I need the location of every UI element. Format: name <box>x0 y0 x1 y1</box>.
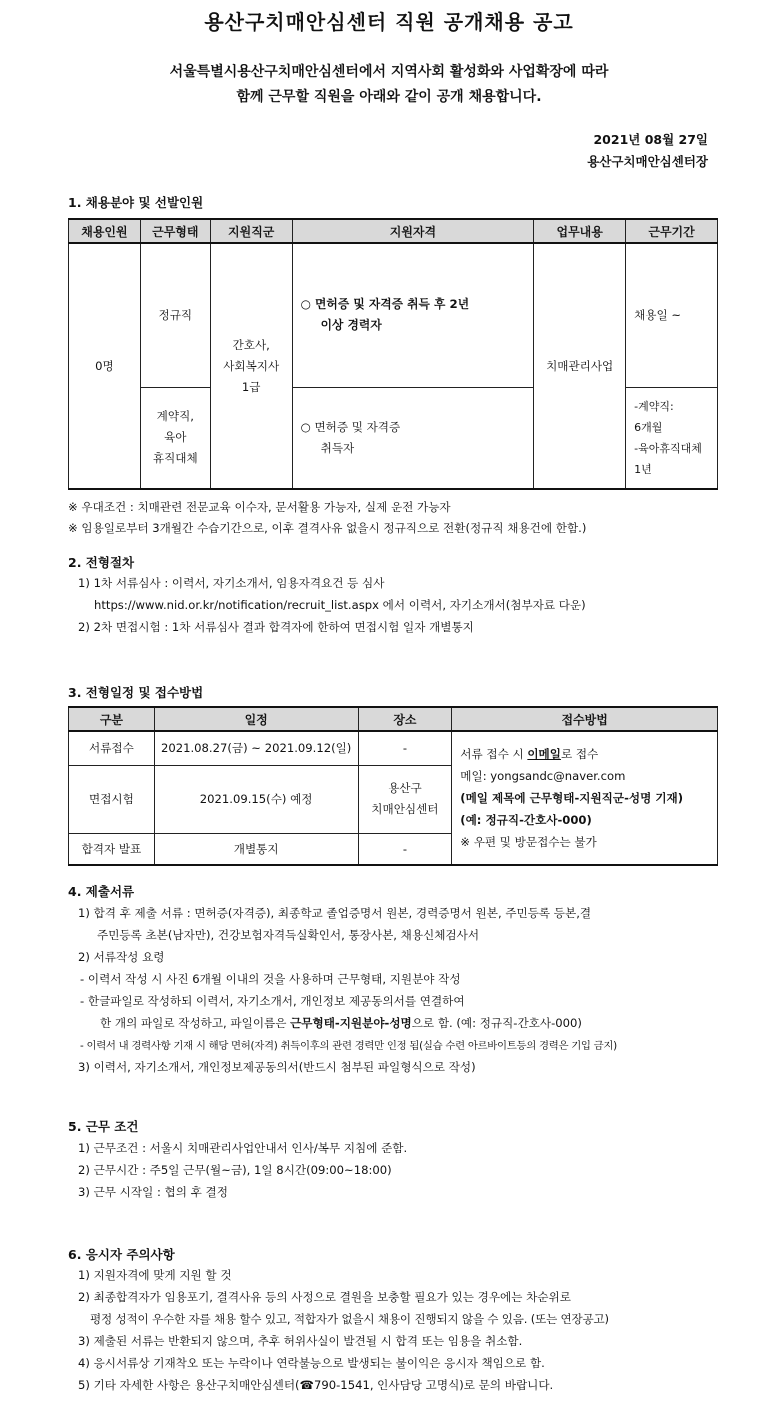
type-contract-line-2: 육아 <box>164 430 187 445</box>
note-preferred: ※ 우대조건 : 치매관련 전문교육 이수자, 문서활용 가능자, 실제 운전 가능자 <box>68 500 451 514</box>
s6-line-4: 3) 제출된 서류는 반환되지 않으며, 추후 허위사실이 발견될 시 합격 또는 임용을 취소함. <box>78 1334 523 1348</box>
qualification-contract <box>292 387 534 489</box>
application-method <box>452 731 718 865</box>
s4-line-6 <box>100 1015 582 1031</box>
s5-line-3: 3) 근무 시작일 : 협의 후 결정 <box>78 1185 228 1199</box>
row-schedule-documents: 2021.08.27(금) ~ 2021.09.12(일) <box>154 731 358 765</box>
job-group <box>210 243 292 489</box>
col-header-type: 근무형태 <box>140 219 210 243</box>
row-label-documents: 서류접수 <box>69 731 155 765</box>
schedule-table <box>68 706 718 866</box>
col-header-job: 지원직군 <box>210 219 292 243</box>
row-schedule-interview: 2021.09.15(수) 예정 <box>154 765 358 833</box>
s5-line-1: 1) 근무조건 : 서울시 치매관리사업안내서 인사/복무 지침에 준함. <box>78 1141 408 1155</box>
intro-line-2: 함께 근무할 직원을 아래와 같이 공개 채용합니다. <box>236 89 542 105</box>
section-3-heading: 3. 전형일정 및 접수방법 <box>68 685 204 700</box>
s6-line-6: 5) 기타 자세한 사항은 용산구치매안심센터(☎790-1541, 인사담당 고명식)로 문의 바랍니다. <box>78 1378 554 1392</box>
place-line-2: 치매안심센터 <box>371 802 439 816</box>
type-regular: 정규직 <box>140 243 210 387</box>
s4-line-6-em: 근무형태-지원분야-성명 <box>290 1016 412 1030</box>
duty: 치매관리사업 <box>534 243 626 489</box>
note-probation: ※ 임용일로부터 3개월간 수습기간으로, 이후 결격사유 없을시 정규직으로 전환(정규직 채용건에 한함.) <box>68 521 587 535</box>
row-label-interview: 면접시험 <box>69 765 155 833</box>
s2-line-2: https://www.nid.or.kr/notification/recruit_list.aspx 에서 이력서, 자기소개서(첨부자료 다운) <box>94 598 586 612</box>
col-header-category: 구분 <box>69 707 155 731</box>
method-line-1 <box>460 743 716 765</box>
row-place-result: - <box>358 833 452 865</box>
col-header-qualification: 지원자격 <box>292 219 534 243</box>
job-line-3: 1급 <box>241 379 261 394</box>
section-2-heading: 2. 전형절차 <box>68 555 135 570</box>
recruitment-table <box>68 218 718 490</box>
col-header-method: 접수방법 <box>452 707 718 731</box>
s4-line-3: 2) 서류작성 요령 <box>78 950 165 964</box>
method-line-4: (예: 정규직-간호사-000) <box>460 813 592 827</box>
method-line-2: 메일: yongsandc@naver.com <box>460 769 626 783</box>
qual-regular-line-2: 이상 경력자 <box>320 318 382 333</box>
period-regular: 채용일 ~ <box>626 243 718 387</box>
period-contract-line-4: 1년 <box>634 462 652 476</box>
qualification-regular <box>292 243 534 387</box>
hire-count: 0명 <box>69 243 141 489</box>
s4-line-7: - 이력서 내 경력사항 기재 시 해당 면허(자격) 취득이후의 관련 경력만 인정 됨(실습 수련 아르바이트등의 경력은 기입 금지) <box>80 1040 617 1052</box>
row-place-interview <box>358 765 452 833</box>
job-line-1: 간호사, <box>232 337 270 352</box>
section-1-heading: 1. 채용분야 및 선발인원 <box>68 195 204 210</box>
type-contract-line-3: 휴직대체 <box>152 451 198 466</box>
col-header-period: 근무기간 <box>626 219 718 243</box>
method-line-5: ※ 우편 및 방문접수는 불가 <box>460 835 597 849</box>
period-contract <box>626 387 718 489</box>
place-line-1: 용산구 <box>388 781 422 795</box>
method-line-1-em: 이메일 <box>527 747 561 761</box>
col-header-count: 채용인원 <box>69 219 141 243</box>
type-contract <box>140 387 210 489</box>
page-title: 용산구치매안심센터 직원 공개채용 공고 <box>204 10 574 34</box>
issuer: 용산구치매안심센터장 <box>587 154 708 169</box>
col-header-schedule: 일정 <box>154 707 358 731</box>
col-header-place: 장소 <box>358 707 452 731</box>
qual-regular-line-1: ○ 면허증 및 자격증 취득 후 2년 <box>300 297 470 312</box>
s4-line-2: 주민등록 초본(남자만), 건강보험자격득실확인서, 통장사본, 채용신체검사서 <box>97 928 480 942</box>
s6-line-3: 평정 성적이 우수한 자를 채용 할수 있고, 적합자가 없을시 채용이 진행되지 않을 수 있음. (또는 연장공고) <box>90 1312 609 1326</box>
period-contract-line-2: 6개월 <box>634 420 663 434</box>
period-contract-line-1: -계약직: <box>634 399 674 413</box>
s4-line-4: - 이력서 작성 시 사진 6개월 이내의 것을 사용하며 근무형태, 지원분야 작성 <box>80 972 461 986</box>
qual-contract-line-1: ○ 면허증 및 자격증 <box>300 419 401 434</box>
intro-line-1: 서울특별시용산구치매안심센터에서 지역사회 활성화와 사업확장에 따라 <box>169 64 609 80</box>
s6-line-5: 4) 응시서류상 기재착오 또는 누락이나 연락불능으로 발생되는 불이익은 응시자 책임으로 함. <box>78 1356 545 1370</box>
col-header-duty: 업무내용 <box>534 219 626 243</box>
row-schedule-result: 개별통지 <box>154 833 358 865</box>
s5-line-2: 2) 근무시간 : 주5일 근무(월~금), 1일 8시간(09:00~18:00) <box>78 1163 392 1177</box>
job-line-2: 사회복지사 <box>223 358 280 373</box>
s4-line-5: - 한글파일로 작성하되 이력서, 자기소개서, 개인정보 제공동의서를 연결하여 <box>80 994 465 1008</box>
qual-contract-line-2: 취득자 <box>320 440 355 455</box>
s6-line-2: 2) 최종합격자가 임용포기, 결격사유 등의 사정으로 결원을 보충할 필요가 있는 경우에는 차순위로 <box>78 1290 571 1304</box>
period-contract-line-3: -육아휴직대체 <box>634 441 702 455</box>
method-line-3: (메일 제목에 근무형태-지원직군-성명 기재) <box>460 791 684 805</box>
section-4-heading: 4. 제출서류 <box>68 884 135 899</box>
type-contract-line-1: 계약직, <box>156 409 194 424</box>
s2-line-1: 1) 1차 서류심사 : 이력서, 자기소개서, 임용자격요건 등 심사 <box>78 576 385 590</box>
method-line-1-pre: 서류 접수 시 <box>460 747 528 761</box>
s4-line-8: 3) 이력서, 자기소개서, 개인정보제공동의서(반드시 첨부된 파일형식으로 작성) <box>78 1060 476 1074</box>
row-place-documents: - <box>358 731 452 765</box>
s4-line-6-post: 으로 함. (예: 정규직-간호사-000) <box>411 1016 582 1030</box>
s4-line-6-pre: 한 개의 파일로 작성하고, 파일이름은 <box>100 1016 291 1030</box>
s2-line-3: 2) 2차 면접시험 : 1차 서류심사 결과 합격자에 한하여 면접시험 일자 개별통지 <box>78 620 474 634</box>
section-5-heading: 5. 근무 조건 <box>68 1119 139 1134</box>
s4-line-1: 1) 합격 후 제출 서류 : 면허증(자격증), 최종학교 졸업증명서 원본, 경력증명서 원본, 주민등록 등본,결 <box>78 906 592 920</box>
s6-line-1: 1) 지원자격에 맞게 지원 할 것 <box>78 1268 232 1282</box>
section-6-heading: 6. 응시자 주의사항 <box>68 1247 175 1262</box>
method-line-1-post: 로 접수 <box>560 747 599 761</box>
row-label-result: 합격자 발표 <box>69 833 155 865</box>
notice-date: 2021년 08월 27일 <box>593 132 708 147</box>
